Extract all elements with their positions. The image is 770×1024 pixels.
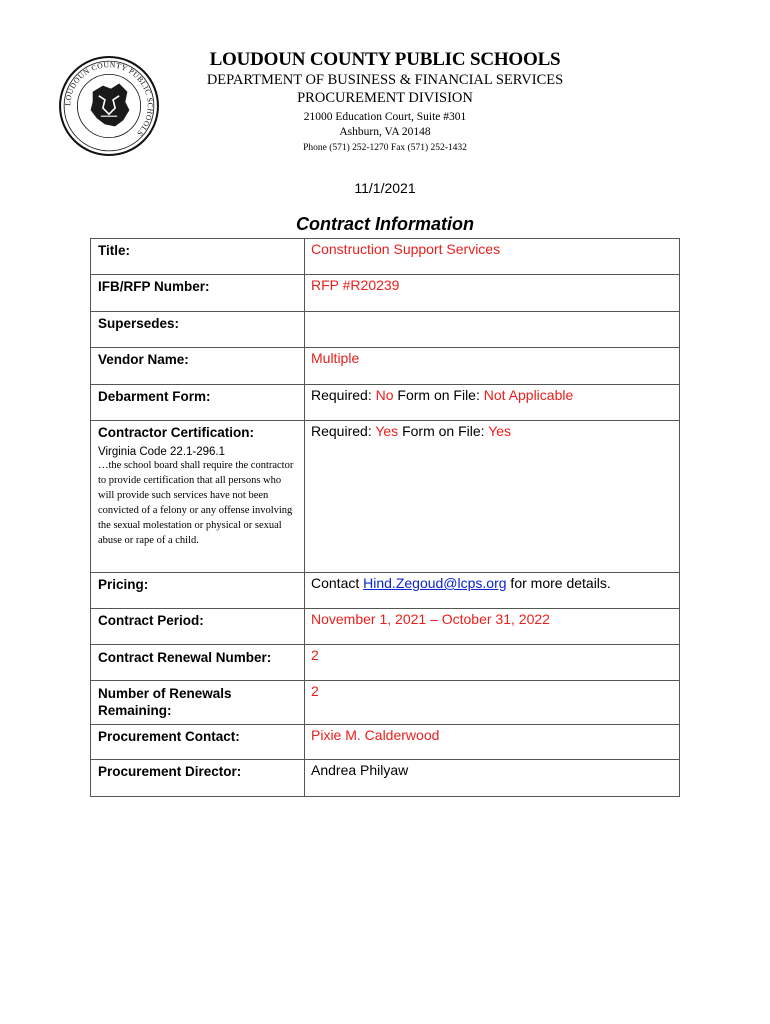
- department-name: DEPARTMENT OF BUSINESS & FINANCIAL SERVICES: [206, 72, 564, 88]
- row-label: Procurement Contact:: [91, 725, 305, 760]
- row-label: Contract Period:: [91, 609, 305, 645]
- row-label: Procurement Director:: [91, 760, 305, 797]
- row-label: Number of Renewals Remaining:: [91, 681, 305, 725]
- table-row: [91, 760, 680, 797]
- table-row: [91, 573, 680, 609]
- address-line-1: 21000 Education Court, Suite #301: [303, 111, 467, 123]
- title-value: Construction Support Services: [305, 239, 680, 275]
- section-title: Contract Information: [296, 214, 474, 234]
- document-date: 11/1/2021: [354, 180, 416, 196]
- phone-fax-line: Phone (571) 252-1270 Fax (571) 252-1432: [303, 143, 467, 153]
- cert-on-file: Yes: [488, 423, 512, 439]
- letterhead: [170, 48, 600, 155]
- row-label: Pricing:: [91, 573, 305, 609]
- row-label: Vendor Name:: [91, 348, 305, 385]
- school-seal-logo: [58, 55, 160, 157]
- cert-required: Yes: [375, 423, 399, 439]
- contractor-cert-value: Required: Yes Form on File: Yes: [305, 421, 680, 573]
- table-row: [91, 645, 680, 681]
- address-line-2: Ashburn, VA 20148: [339, 126, 431, 138]
- virginia-code-note: …the school board shall require the contractor to provide certification that all persons who will provide such services have not been convicted of a felony or any offense involving the sexual molestation or physical or sexual abuse or rape of a child.: [98, 460, 294, 546]
- procurement-director-value: Andrea Philyaw: [305, 760, 680, 797]
- row-label: Supersedes:: [91, 312, 305, 348]
- contract-period-value: November 1, 2021 – October 31, 2022: [305, 609, 680, 645]
- procurement-contact-value: Pixie M. Calderwood: [305, 725, 680, 760]
- debarment-value: Required: No Form on File: Not Applicable: [305, 385, 680, 421]
- table-row: [91, 275, 680, 312]
- row-label: Contractor Certification:: [98, 425, 255, 440]
- table-row: [91, 385, 680, 421]
- row-label: Title:: [91, 239, 305, 275]
- table-row: [91, 348, 680, 385]
- renewals-remaining-value: 2: [305, 681, 680, 725]
- debarment-on-file: Not Applicable: [483, 387, 574, 403]
- table-row: [91, 421, 680, 573]
- table-row: [91, 681, 680, 725]
- contact-email-link[interactable]: Hind.Zegoud@lcps.org: [363, 575, 507, 591]
- renewal-number-value: 2: [305, 645, 680, 681]
- row-label: IFB/RFP Number:: [91, 275, 305, 312]
- division-name: PROCUREMENT DIVISION: [297, 90, 473, 106]
- table-row: [91, 609, 680, 645]
- ifb-number-value: RFP #R20239: [305, 275, 680, 312]
- pricing-value: Contact Hind.Zegoud@lcps.org for more details.: [305, 573, 680, 609]
- vendor-name-value: Multiple: [305, 348, 680, 385]
- contractor-cert-label-cell: [91, 421, 305, 573]
- svg-text:LOUDOUN COUNTY PUBLIC SCHOOLS: LOUDOUN COUNTY PUBLIC SCHOOLS: [63, 60, 155, 139]
- row-label: Contract Renewal Number:: [91, 645, 305, 681]
- supersedes-value: [305, 312, 680, 348]
- table-row: [91, 725, 680, 760]
- debarment-required: No: [375, 387, 394, 403]
- row-label: Debarment Form:: [91, 385, 305, 421]
- org-name: LOUDOUN COUNTY PUBLIC SCHOOLS: [209, 49, 561, 70]
- contract-info-table: [90, 238, 680, 797]
- table-row: [91, 239, 680, 275]
- virginia-code: Virginia Code 22.1-296.1: [98, 446, 226, 458]
- table-row: [91, 312, 680, 348]
